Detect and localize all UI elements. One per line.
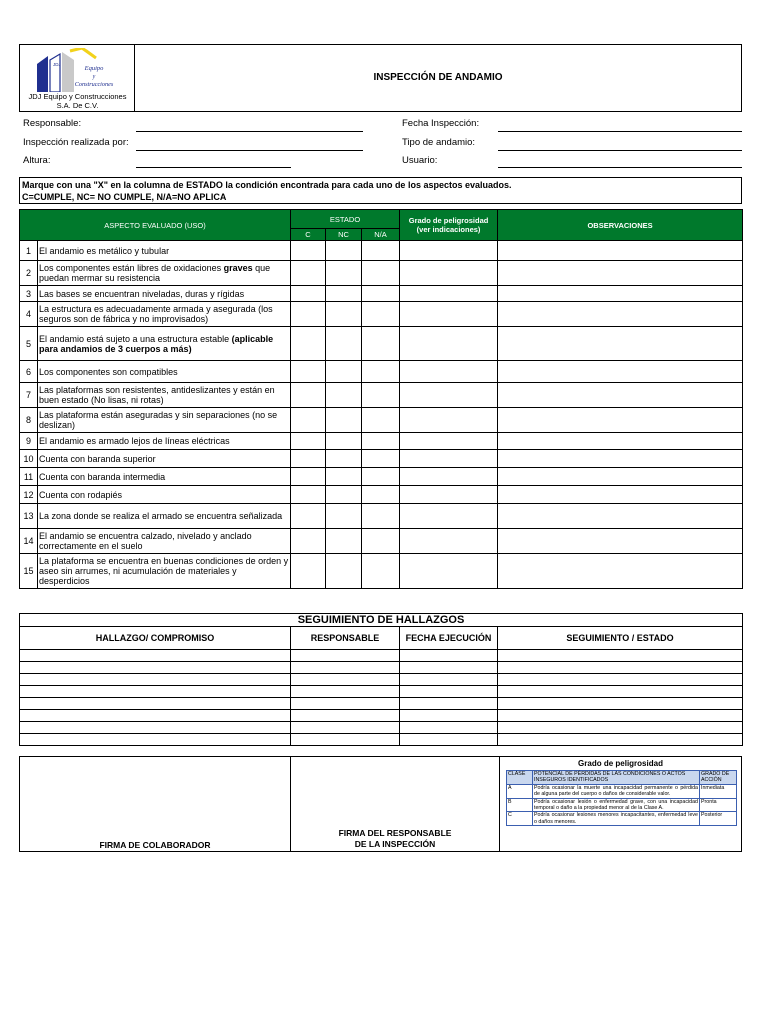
aspect-text [38, 433, 291, 450]
hazard-clase: A [507, 784, 533, 798]
hazard-legend [500, 757, 741, 851]
observaciones-cell[interactable] [498, 504, 743, 529]
estado-c-cell[interactable] [291, 529, 326, 554]
hallazgo-cell[interactable] [20, 650, 291, 662]
aspect-text [38, 261, 291, 286]
estado-nc-cell[interactable] [326, 241, 362, 261]
company-name-line-2: S.A. De C.V. [56, 101, 99, 110]
observaciones-cell[interactable] [498, 383, 743, 408]
estado-na-cell[interactable] [362, 286, 400, 302]
aspect-text [38, 468, 291, 486]
instructions-legend: C=CUMPLE, NC= NO CUMPLE, N/A=NO APLICA [22, 192, 227, 202]
responsable-cell[interactable] [291, 650, 400, 662]
checklist-row [20, 486, 743, 504]
row-number: 13 [20, 504, 38, 529]
col-header-c: C [291, 229, 326, 241]
seguimiento-estado-cell[interactable] [498, 686, 743, 698]
signature-box [19, 756, 742, 852]
estado-na-cell[interactable] [362, 261, 400, 286]
responsable-field[interactable] [136, 131, 363, 132]
grado-cell[interactable] [400, 261, 498, 286]
estado-na-cell[interactable] [362, 529, 400, 554]
fecha-ejecucion-cell[interactable] [400, 698, 498, 710]
aspect-text-part: que puedan mermar su resistencia [39, 263, 271, 283]
aspect-text-part: Las plataforma están aseguradas y sin separaciones (no se deslizan) [39, 410, 278, 430]
hazard-legend-title: Grado de peligrosidad [578, 759, 663, 768]
hallazgo-cell[interactable] [20, 722, 291, 734]
responsable-cell[interactable] [291, 686, 400, 698]
form-header [19, 44, 742, 112]
aspect-text-part: El andamio se encuentra calzado, nivelado y anclado correctamente en el suelo [39, 531, 252, 551]
estado-nc-cell[interactable] [326, 302, 362, 327]
hazard-action: Inmediata [700, 784, 737, 798]
row-number: 9 [20, 433, 38, 450]
observaciones-cell[interactable] [498, 327, 743, 361]
col-header-grado-line-2: (ver indicaciones) [416, 225, 481, 234]
fecha-ejecucion-cell[interactable] [400, 686, 498, 698]
logo-cell [20, 45, 135, 111]
aspect-text-part: El andamio es metálico y tubular [39, 245, 170, 256]
hazard-legend-body [507, 784, 737, 825]
instructions-box [19, 177, 742, 204]
aspect-text [38, 504, 291, 529]
seguimiento-row [20, 698, 743, 710]
seguimiento-row [20, 674, 743, 686]
grado-cell[interactable] [400, 529, 498, 554]
estado-nc-cell[interactable] [326, 504, 362, 529]
aspect-text [38, 383, 291, 408]
checklist-row [20, 361, 743, 383]
estado-nc-cell[interactable] [326, 468, 362, 486]
fecha-ejecucion-cell[interactable] [400, 710, 498, 722]
hazard-head-grado: GRADO DE ACCIÓN [700, 771, 737, 785]
altura-field[interactable] [136, 167, 291, 168]
estado-c-cell[interactable] [291, 450, 326, 468]
aspect-text [38, 361, 291, 383]
estado-c-cell[interactable] [291, 433, 326, 450]
aspect-text-part: El andamio es armado lejos de líneas eléctricas [39, 436, 230, 446]
col-header-observaciones: OBSERVACIONES [498, 210, 743, 241]
aspect-text-bold: (aplicable para andamios de 3 cuerpos a más) [39, 333, 274, 354]
grado-cell[interactable] [400, 433, 498, 450]
logo-text-line-3: Construcciones [74, 81, 114, 88]
observaciones-cell[interactable] [498, 554, 743, 589]
row-number: 11 [20, 468, 38, 486]
colaborador-signature-label: FIRMA DE COLABORADOR [99, 840, 211, 850]
seguimiento-estado-cell[interactable] [498, 710, 743, 722]
checklist-row [20, 302, 743, 327]
aspect-text-part: Los componentes son compatibles [39, 366, 178, 377]
col-header-grado [400, 210, 498, 241]
grado-cell[interactable] [400, 554, 498, 589]
estado-nc-cell[interactable] [326, 327, 362, 361]
seguimiento-estado-cell[interactable] [498, 722, 743, 734]
aspect-text [38, 554, 291, 589]
estado-c-cell[interactable] [291, 468, 326, 486]
row-number: 8 [20, 408, 38, 433]
fecha-ejecucion-cell[interactable] [400, 722, 498, 734]
seguimiento-estado-cell[interactable] [498, 698, 743, 710]
usuario-label: Usuario: [402, 155, 438, 166]
colaborador-signature-area[interactable] [20, 757, 291, 851]
col-header-seguimiento-estado: SEGUIMIENTO / ESTADO [498, 627, 743, 650]
checklist-row [20, 468, 743, 486]
observaciones-cell[interactable] [498, 433, 743, 450]
observaciones-cell[interactable] [498, 361, 743, 383]
hazard-clase: B [507, 798, 533, 812]
estado-nc-cell[interactable] [326, 450, 362, 468]
estado-nc-cell[interactable] [326, 261, 362, 286]
company-logo [34, 48, 124, 92]
fecha-ejecucion-cell[interactable] [400, 662, 498, 674]
seguimiento-estado-cell[interactable] [498, 650, 743, 662]
col-header-na: N/A [362, 229, 400, 241]
estado-na-cell[interactable] [362, 554, 400, 589]
hallazgo-cell[interactable] [20, 686, 291, 698]
estado-na-cell[interactable] [362, 302, 400, 327]
hazard-row [507, 812, 737, 826]
usuario-field[interactable] [498, 167, 742, 168]
checklist-row [20, 286, 743, 302]
hazard-head-potencial: POTENCIAL DE PÉRDIDAS DE LAS CONDICIONES O ACTOS INSEGUROS IDENTIFICADOS [533, 771, 700, 785]
logo-vertical-text: JDJ [53, 62, 61, 67]
instructions-line-1: Marque con una "X" en la columna de ESTADO la condición encontrada para cada uno de los aspectos evaluados. [22, 180, 512, 190]
hazard-action: Posterior [700, 812, 737, 826]
grado-cell[interactable] [400, 302, 498, 327]
aspect-text-part: Las plataformas son resistentes, antideslizantes y están en buen estado (No lisas, ni rotas) [39, 385, 275, 405]
aspect-text-part: Cuenta con baranda superior [39, 453, 156, 464]
col-header-grado-line-1: Grado de peligrosidad [408, 216, 489, 225]
seguimiento-estado-cell[interactable] [498, 674, 743, 686]
row-number: 2 [20, 261, 38, 286]
estado-na-cell[interactable] [362, 408, 400, 433]
row-number: 12 [20, 486, 38, 504]
seguimiento-row [20, 662, 743, 674]
observaciones-cell[interactable] [498, 450, 743, 468]
hazard-head-clase: CLASE [507, 771, 533, 785]
hazard-legend-table [506, 770, 737, 826]
seguimiento-row [20, 722, 743, 734]
grado-cell[interactable] [400, 486, 498, 504]
fecha-ejecucion-cell[interactable] [400, 734, 498, 746]
aspect-text-part: Cuenta con rodapiés [39, 489, 123, 500]
checklist-table [19, 209, 743, 589]
col-header-fecha-ejecucion: FECHA EJECUCIÓN [400, 627, 498, 650]
hazard-clase: C [507, 812, 533, 826]
col-header-hallazgo: HALLAZGO/ COMPROMISO [20, 627, 291, 650]
observaciones-cell[interactable] [498, 529, 743, 554]
aspect-text [38, 486, 291, 504]
row-number: 3 [20, 286, 38, 302]
seguimiento-row [20, 650, 743, 662]
responsable-label: Responsable: [23, 118, 82, 129]
aspect-text-bold: graves [223, 263, 253, 273]
logo-text-line-1: Equipo [84, 65, 104, 72]
estado-c-cell[interactable] [291, 302, 326, 327]
fecha-ejecucion-cell[interactable] [400, 674, 498, 686]
seguimiento-row [20, 710, 743, 722]
fecha-inspeccion-label: Fecha Inspección: [402, 118, 480, 129]
altura-label: Altura: [23, 155, 51, 166]
row-number: 7 [20, 383, 38, 408]
checklist-row [20, 327, 743, 361]
hazard-description: Podría ocasionar lesiones menores incapacitantes, enfermedad leve o daños menores. [534, 812, 698, 825]
estado-c-cell[interactable] [291, 554, 326, 589]
grado-cell[interactable] [400, 408, 498, 433]
row-number: 14 [20, 529, 38, 554]
hazard-row [507, 784, 737, 798]
hazard-action: Pronta [700, 798, 737, 812]
hallazgo-cell[interactable] [20, 710, 291, 722]
responsable-cell[interactable] [291, 698, 400, 710]
estado-nc-cell[interactable] [326, 408, 362, 433]
realizada-por-field[interactable] [136, 150, 363, 151]
row-number: 1 [20, 241, 38, 261]
col-header-estado: ESTADO [291, 210, 400, 229]
responsable-signature-label-line-2: DE LA INSPECCIÓN [354, 839, 436, 849]
estado-na-cell[interactable] [362, 468, 400, 486]
grado-cell[interactable] [400, 504, 498, 529]
aspect-text [38, 241, 291, 261]
checklist-row [20, 261, 743, 286]
estado-nc-cell[interactable] [326, 554, 362, 589]
grado-cell[interactable] [400, 286, 498, 302]
aspect-text [38, 450, 291, 468]
seguimiento-row [20, 686, 743, 698]
estado-nc-cell[interactable] [326, 361, 362, 383]
checklist-row [20, 383, 743, 408]
estado-na-cell[interactable] [362, 486, 400, 504]
estado-c-cell[interactable] [291, 241, 326, 261]
checklist-row [20, 450, 743, 468]
responsable-cell[interactable] [291, 710, 400, 722]
estado-na-cell[interactable] [362, 241, 400, 261]
grado-cell[interactable] [400, 468, 498, 486]
estado-c-cell[interactable] [291, 504, 326, 529]
hallazgo-cell[interactable] [20, 674, 291, 686]
fecha-inspeccion-field[interactable] [498, 131, 742, 132]
observaciones-cell[interactable] [498, 486, 743, 504]
observaciones-cell[interactable] [498, 241, 743, 261]
estado-c-cell[interactable] [291, 408, 326, 433]
responsable-cell[interactable] [291, 674, 400, 686]
checklist-row [20, 241, 743, 261]
row-number: 4 [20, 302, 38, 327]
responsable-signature-area[interactable] [291, 757, 500, 851]
aspect-text-part: La plataforma se encuentra en buenas condiciones de orden y aseo sin arrumes, ni acumulación de materiales y desperdicios [39, 556, 289, 586]
estado-na-cell[interactable] [362, 383, 400, 408]
tipo-andamio-field[interactable] [498, 150, 742, 151]
company-name [20, 92, 135, 110]
hazard-description: Podría ocasionar lesión o enfermedad grave, con una incapacidad temporal o daño a la propiedad menor al de la Clase A. [534, 798, 698, 812]
aspect-text [38, 529, 291, 554]
responsable-signature-label-line-1: FIRMA DEL RESPONSABLE [338, 828, 452, 838]
grado-cell[interactable] [400, 241, 498, 261]
estado-nc-cell[interactable] [326, 433, 362, 450]
realizada-por-label: Inspección realizada por: [23, 137, 129, 148]
checklist-row [20, 504, 743, 529]
aspect-text-part: Cuenta con baranda intermedia [39, 471, 166, 482]
col-header-responsable: RESPONSABLE [291, 627, 400, 650]
aspect-text [38, 408, 291, 433]
hazard-description: Podría ocasionar la muerte una incapacidad permanente o pérdida de alguna parte del cuerpo o daños de considerable valor. [534, 784, 698, 798]
estado-na-cell[interactable] [362, 433, 400, 450]
row-number: 6 [20, 361, 38, 383]
tipo-andamio-label: Tipo de andamio: [402, 137, 476, 148]
observaciones-cell[interactable] [498, 302, 743, 327]
seguimiento-estado-cell[interactable] [498, 662, 743, 674]
estado-na-cell[interactable] [362, 361, 400, 383]
hallazgo-cell[interactable] [20, 734, 291, 746]
checklist-row [20, 554, 743, 589]
seguimiento-row [20, 734, 743, 746]
aspect-text-part: La zona donde se realiza el armado se encuentra señalizada [39, 511, 283, 521]
responsable-cell[interactable] [291, 734, 400, 746]
estado-c-cell[interactable] [291, 286, 326, 302]
company-name-line-1: JDJ Equipo y Construcciones [28, 92, 127, 101]
hallazgo-cell[interactable] [20, 662, 291, 674]
form-title: INSPECCIÓN DE ANDAMIO [373, 72, 503, 83]
grado-cell[interactable] [400, 450, 498, 468]
row-number: 10 [20, 450, 38, 468]
hazard-row [507, 798, 737, 812]
fecha-ejecucion-cell[interactable] [400, 650, 498, 662]
seguimiento-table [19, 613, 743, 746]
observaciones-cell[interactable] [498, 408, 743, 433]
estado-na-cell[interactable] [362, 327, 400, 361]
aspect-text [38, 327, 291, 361]
observaciones-cell[interactable] [498, 286, 743, 302]
checklist-row [20, 529, 743, 554]
estado-na-cell[interactable] [362, 504, 400, 529]
estado-nc-cell[interactable] [326, 383, 362, 408]
estado-c-cell[interactable] [291, 361, 326, 383]
estado-nc-cell[interactable] [326, 286, 362, 302]
responsable-signature-label [291, 828, 499, 850]
grado-cell[interactable] [400, 383, 498, 408]
estado-c-cell[interactable] [291, 486, 326, 504]
grado-cell[interactable] [400, 327, 498, 361]
estado-na-cell[interactable] [362, 450, 400, 468]
observaciones-cell[interactable] [498, 468, 743, 486]
estado-c-cell[interactable] [291, 261, 326, 286]
responsable-cell[interactable] [291, 662, 400, 674]
aspect-text-part: El andamio está sujeto a una estructura estable [39, 333, 232, 344]
checklist-row [20, 433, 743, 450]
grado-cell[interactable] [400, 361, 498, 383]
hallazgo-cell[interactable] [20, 698, 291, 710]
estado-nc-cell[interactable] [326, 486, 362, 504]
aspect-text-part: Las bases se encuentran niveladas, duras y rígidas [39, 288, 245, 299]
observaciones-cell[interactable] [498, 261, 743, 286]
aspect-text [38, 286, 291, 302]
checklist-row [20, 408, 743, 433]
aspect-text-part: Los componentes están libres de oxidaciones [39, 263, 224, 273]
col-header-nc: NC [326, 229, 362, 241]
responsable-cell[interactable] [291, 722, 400, 734]
aspect-text-part: La estructura es adecuadamente armada y asegurada (los seguros son de fábrica y no improvisados) [39, 304, 273, 324]
seguimiento-body [20, 650, 743, 746]
row-number: 15 [20, 554, 38, 589]
row-number: 5 [20, 327, 38, 361]
aspect-text [38, 302, 291, 327]
col-header-aspecto: ASPECTO EVALUADO (USO) [20, 210, 291, 241]
seguimiento-estado-cell[interactable] [498, 734, 743, 746]
logo-text-line-2: y [92, 74, 96, 80]
estado-c-cell[interactable] [291, 383, 326, 408]
estado-nc-cell[interactable] [326, 529, 362, 554]
checklist-body [20, 241, 743, 589]
seguimiento-title: SEGUIMIENTO DE HALLAZGOS [20, 614, 743, 627]
estado-c-cell[interactable] [291, 327, 326, 361]
